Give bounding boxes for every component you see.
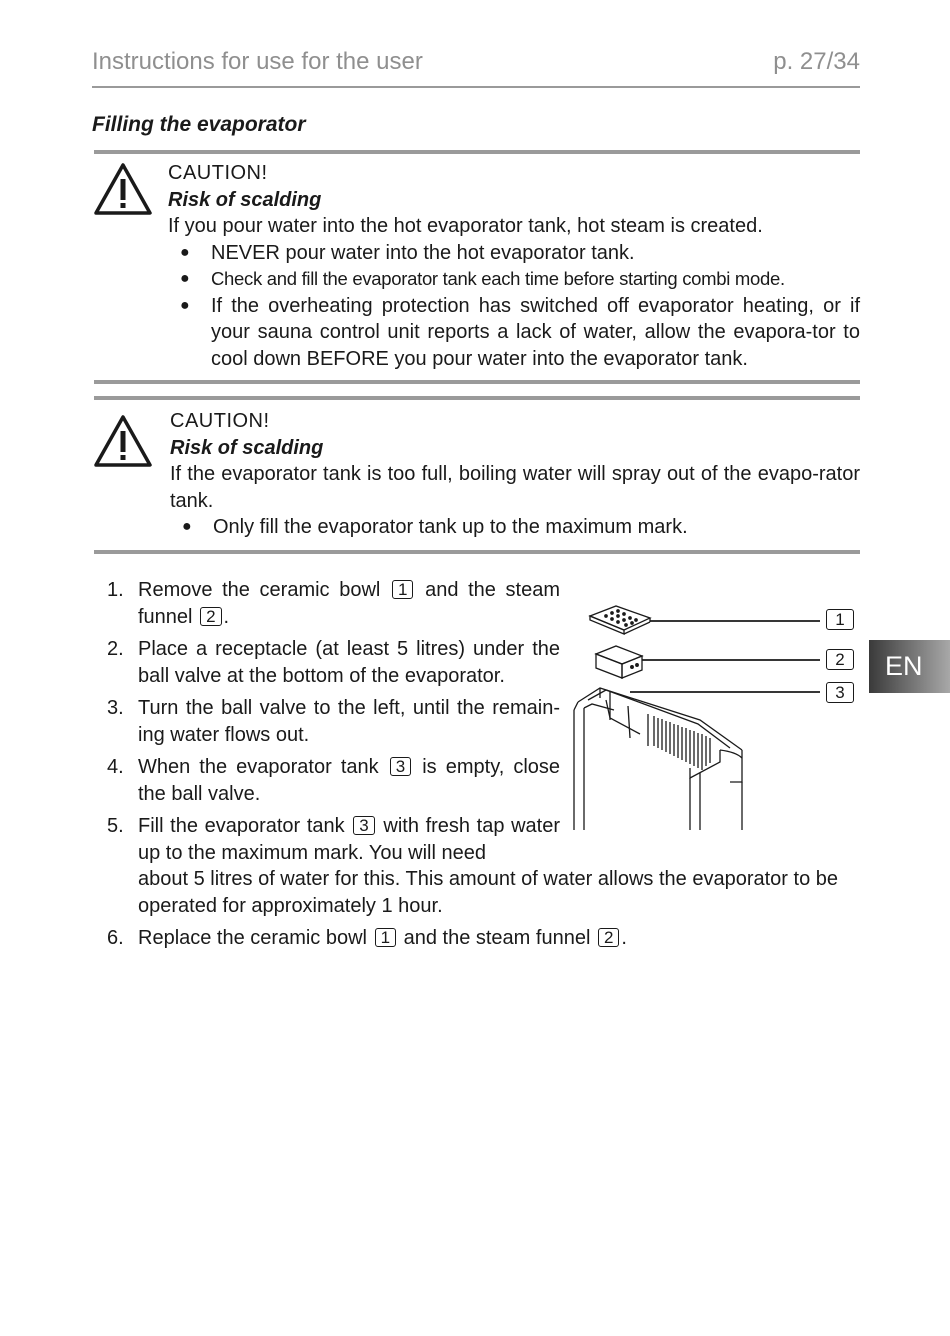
ceramic-bowl-drawing [590,606,650,634]
step-number: 6. [107,927,124,949]
page-number: p. 27/34 [773,48,860,75]
language-tab[interactable]: EN [869,640,950,693]
caution-content-2 [170,408,860,541]
step-6 [104,925,861,952]
step-text-continued: about 5 litres of water for this. This amount of water allows the evaporator to be operated for approximately 1 hour. [138,868,838,917]
figure-label-3: 3 [826,682,854,703]
risk-subheading: Risk of scalding [168,188,322,211]
bullet-item: ● If the overheating protection has switched off evaporator heating, or if your sauna control unit reports a lack of water, allow the evapora-tor to cool down BEFORE you pour water into the evaporator tank. [168,293,860,373]
bullet-item: ● NEVER pour water into the hot evaporator tank. [168,240,860,267]
callout-ref-3: 3 [390,757,411,776]
header-title: Instructions for use for the user [92,48,423,75]
step-text: When the evaporator tank 3 is empty, close the ball valve. [138,756,561,805]
bullet-item: ● Check and fill the evaporator tank each time before starting combi mode. [168,266,860,293]
caution-heading: CAUTION! [170,410,270,432]
caution-heading: CAUTION! [168,162,268,184]
caution-bullet-list [168,240,860,373]
callout-ref-3: 3 [353,816,374,835]
callout-ref-1: 1 [375,928,396,947]
caution-bullet-list [170,514,860,541]
figure-label-1: 1 [826,609,854,630]
caution-description: If you pour water into the hot evaporator tank, hot steam is created. [168,215,763,237]
step-number: 4. [107,756,124,778]
caution-content-1 [168,160,860,372]
step-text: Turn the ball valve to the left, until the remain-ing water flows out. [138,697,560,746]
evaporator-illustration [570,600,820,832]
caution-box-2 [94,396,860,554]
callout-ref-2: 2 [200,607,221,626]
step-number: 1. [107,579,124,601]
caution-description: If the evaporator tank is too full, boiling water will spray out of the evapo-rator tank. [170,463,860,512]
step-number: 3. [107,697,124,719]
risk-subheading: Risk of scalding [170,436,324,459]
step-text: Fill the evaporator tank 3 with fresh tap water up to the maximum mark. You will need [138,815,560,864]
section-title: Filling the evaporator [92,113,306,136]
step-text: Place a receptacle (at least 5 litres) under the ball valve at the bottom of the evaporator. [138,638,560,687]
caution-box-1 [94,150,860,384]
step-number: 5. [107,815,124,837]
step-number: 2. [107,638,124,660]
callout-ref-1: 1 [392,580,413,599]
warning-triangle-icon [94,414,152,468]
step-text: Replace the ceramic bowl 1 and the steam funnel 2 . [138,927,627,949]
bullet-item: ● Only fill the evaporator tank up to the maximum mark. [170,514,860,541]
callout-ref-2: 2 [598,928,619,947]
warning-triangle-icon [94,162,152,216]
step-text: Remove the ceramic bowl 1 and the steam funnel 2 . [138,579,561,628]
steam-funnel-drawing [596,646,642,678]
page-header [92,48,860,88]
evaporator-tank-drawing [574,688,742,830]
figure-label-2: 2 [826,649,854,670]
